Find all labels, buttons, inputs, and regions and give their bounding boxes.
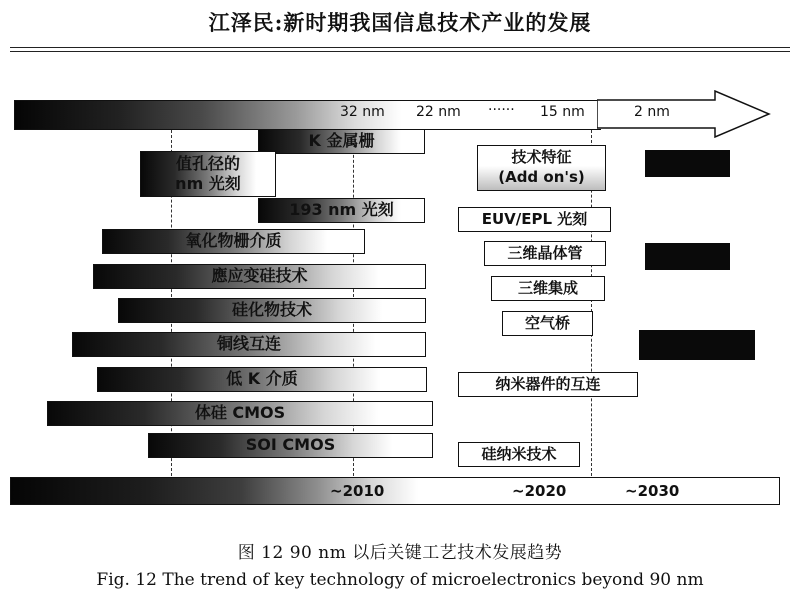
black-block-1 <box>645 150 730 177</box>
bar-strained-silicon: 應应变硅技术 <box>93 264 426 289</box>
node-label-32nm: 32 nm <box>340 104 385 120</box>
node-arrow-head <box>597 90 771 138</box>
bar-high-k-metal-gate: K 金属栅 <box>258 129 425 154</box>
journal-header: 江泽民:新时期我国信息技术产业的发展 <box>208 10 592 35</box>
figure-caption-english: Fig. 12 The trend of key technology of microelectronics beyond 90 nm <box>96 570 704 590</box>
black-block-2 <box>645 243 730 270</box>
bar-low-k-dielectric: 低 K 介质 <box>97 367 427 392</box>
node-label-15nm: 15 nm <box>540 104 585 120</box>
bar-193nm-lithography: 193 nm 光刻 <box>258 198 425 223</box>
node-label-22nm: 22 nm <box>416 104 461 120</box>
box-technology-features: 技术特征 (Add on's) <box>477 145 606 191</box>
bar-silicide: 硅化物技术 <box>118 298 426 323</box>
box-3d-integration: 三维集成 <box>491 276 605 301</box>
bar-copper-interconnect: 铜线互连 <box>72 332 426 357</box>
timeline-label-2010: ~2010 <box>330 482 385 500</box>
timeline-label-2020: ~2020 <box>512 482 567 500</box>
bar-high-na-lithography: 值孔径的 nm 光刻 <box>140 151 276 197</box>
bar-bulk-cmos: 体硅 CMOS <box>47 401 433 426</box>
box-air-bridge: 空气桥 <box>502 311 593 336</box>
bar-soi-cmos: SOI CMOS <box>148 433 433 458</box>
box-3d-transistor: 三维晶体管 <box>484 241 606 266</box>
timeline-label-2030: ~2030 <box>625 482 680 500</box>
node-ellipsis: ······ <box>488 102 515 118</box>
node-label-2nm: 2 nm <box>634 104 670 120</box>
black-block-3 <box>639 330 755 360</box>
box-silicon-nanotechnology: 硅纳米技术 <box>458 442 580 467</box>
bar-oxide-gate-dielectric: 氧化物栅介质 <box>102 229 365 254</box>
box-euv-epl-lithography: EUV/EPL 光刻 <box>458 207 611 232</box>
box-nano-device-interconnect: 纳米器件的互连 <box>458 372 638 397</box>
figure-caption-chinese: 图 12 90 nm 以后关键工艺技术发展趋势 <box>237 543 563 563</box>
